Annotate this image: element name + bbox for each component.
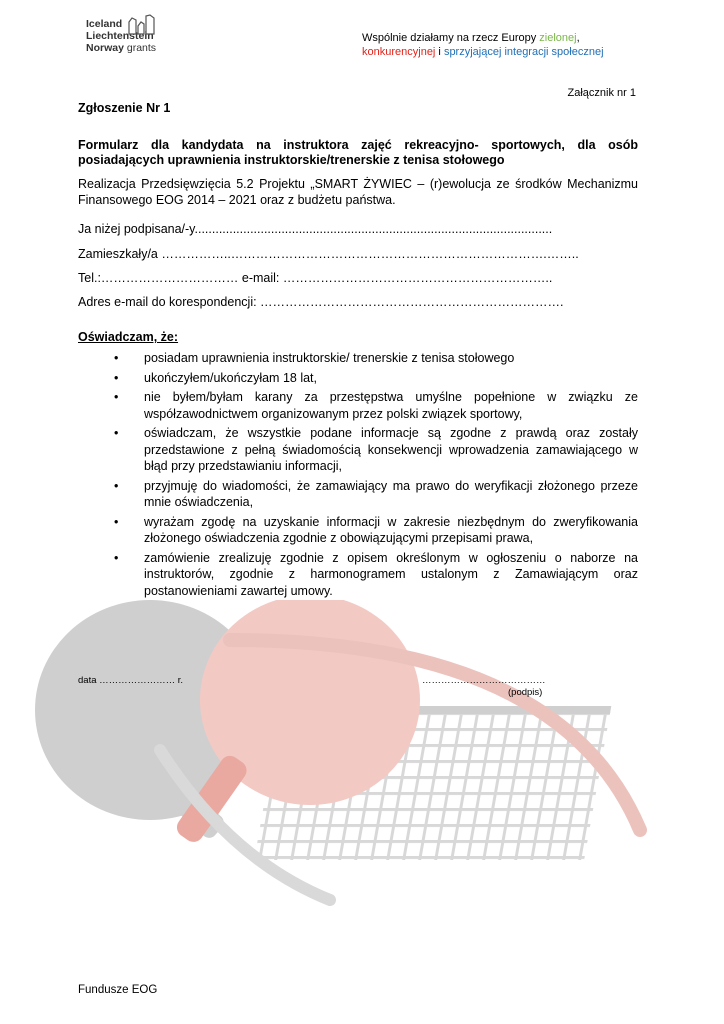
- slogan-red: konkurencyjnej: [362, 46, 436, 58]
- correspondence-email-field[interactable]: Adres e-mail do korespondencji: ……………………………………………………………….: [78, 295, 564, 309]
- slogan-comma: ,: [576, 32, 580, 44]
- slogan-text: Wspólnie działamy na rzecz Europy: [362, 32, 540, 44]
- slogan-blue: sprzyjającej integracji społecznej: [443, 46, 604, 58]
- signature-label: (podpis): [508, 687, 543, 698]
- logo-grants: grants: [123, 42, 157, 54]
- logo-line-liechtenstein: Liechtenstein: [86, 30, 154, 42]
- declaration-item: • posiadam uprawnienia instruktorskie/ trenerskie z tenisa stołowego: [108, 350, 638, 367]
- annex-label: Załącznik nr 1: [567, 87, 636, 99]
- page-title: Zgłoszenie Nr 1: [78, 101, 171, 115]
- declaration-heading: Oświadczam, że:: [78, 330, 179, 344]
- declaration-item: • oświadczam, że wszystkie podane informacje są zgodne z prawdą oraz zostały przedstawione z pełną świadomością konsekwencji wprowadzenia zamawiającego w błąd przy przedstawianiu informacji,: [108, 425, 638, 475]
- signed-name-field[interactable]: Ja niżej podpisana/-y.......................................................................................................: [78, 222, 553, 236]
- table-tennis-watermark: [0, 600, 724, 940]
- logo-norway: Norway: [86, 42, 124, 54]
- realization-text: Realizacja Przedsięwzięcia 5.2 Projektu „SMART ŻYWIEC – (r)ewolucja ze środków Mechanizmu Finansowego EOG 2014 – 2021 oraz z budżetu państwa.: [78, 177, 638, 207]
- declaration-item: • przyjmuję do wiadomości, że zamawiający ma prawo do weryfikacji złożonego przeze mnie oświadczenia,: [108, 478, 638, 511]
- declaration-item: • nie byłem/byłam karany za przestępstwa umyślne popełnione w związku ze współzawodnictwem organizowanym przez polski związek sportowy,: [108, 389, 638, 422]
- slogan-and: i: [435, 46, 444, 58]
- slogan-green: zielonej: [539, 32, 577, 44]
- residence-field[interactable]: Zamieszkały/a ……………..………………………………………………………………….……..: [78, 247, 579, 261]
- date-field[interactable]: data …………………… r.: [78, 675, 184, 686]
- logo-line-iceland: Iceland: [86, 18, 123, 30]
- footer-text: Fundusze EOG: [78, 984, 158, 996]
- logo-line-norway: [86, 42, 196, 54]
- phone-email-field[interactable]: Tel.:…………………………… e-mail: ………………………………………………………..: [78, 271, 553, 285]
- form-title: Formularz dla kandydata na instruktora zajęć rekreacyjno- sportowych, dla osób posiadających uprawnienia instruktorskie/trenerskie z tenisa stołowego: [78, 138, 638, 167]
- eea-grants-logo-icon: [128, 14, 158, 36]
- declaration-item: • ukończyłem/ukończyłam 18 lat,: [108, 370, 638, 387]
- declaration-item: • zamówienie zrealizuję zgodnie z opisem określonym w ogłoszeniu o naborze na instruktorów, zgodnie z harmonogramem ustalonym z Zamawiającym oraz postanowieniami zawartej umowy.: [108, 550, 638, 600]
- eea-slogan: [362, 31, 662, 59]
- declaration-item: • wyrażam zgodę na uzyskanie informacji w zakresie niezbędnym do zweryfikowania złożonego oświadczenia zgodnie z obowiązującymi przepisami prawa,: [108, 514, 638, 547]
- declarations-list: [108, 350, 638, 602]
- signature-field[interactable]: …………………………………: [422, 675, 546, 686]
